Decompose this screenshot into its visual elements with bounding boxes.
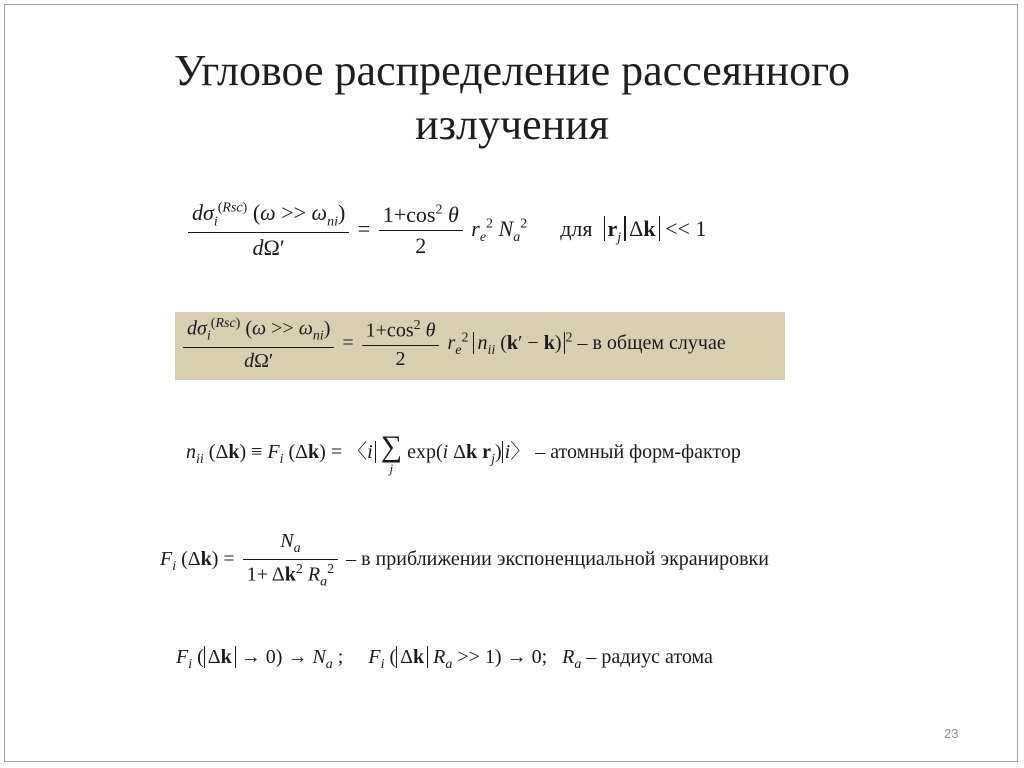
formula-exponential-screening: $F_i$ (Δk) = $\frac{N_a}{1+ \Delta k^2 R_a^2}$ – в приближении экспоненциальной экранировки <box>160 530 769 590</box>
formula-3-label: – атомный форм-фактор <box>535 441 741 464</box>
page-number: 23 <box>944 726 959 741</box>
title-line-1: Угловое распределение рассеянного <box>173 46 851 95</box>
slide-title <box>0 44 1024 152</box>
formula-4-label: – в приближении экспоненциальной экранировки <box>346 547 769 570</box>
formula-2-label: – в общем случае <box>577 331 726 354</box>
formula-limits: $F_i$ ( $\Delta k \to 0) \to N_a$ ; $F_i$ ( Δk $R_a >> 1) \to 0$; $R_a$ – радиус атома <box>176 646 713 672</box>
formula-cross-section-small-r: $\frac{d\sigma_i^{(Rsc)} (\omega >> \omega_{ni})}{d\Omega'}$ = $\frac{1+\cos^2 \theta}{2}$ $r_e^2$ $N_a^2$ для $r_j$ Δk << 1 <box>185 200 706 261</box>
formula-atomic-form-factor: $n_{ii}$ $(\Delta k) \equiv F_i$ (Δk) = 〈i ∑ j exp(i Δk $r_j$) i〉 – атомный форм-фактор <box>186 430 741 476</box>
formula-cross-section-general: $\frac{d\sigma_i^{(Rsc)} (\omega >> \omega_{ni})}{d\Omega'}$ = $\frac{1+\cos^2 \theta}{2}$ $r_e^2$ $n_{ii}$ (k′ − k) $^2$ – в общем случае <box>180 316 726 373</box>
title-line-2: излучения <box>415 100 609 149</box>
formula-1-condition-word: для <box>560 215 593 241</box>
formula-5-label: – радиус атома <box>586 646 713 668</box>
